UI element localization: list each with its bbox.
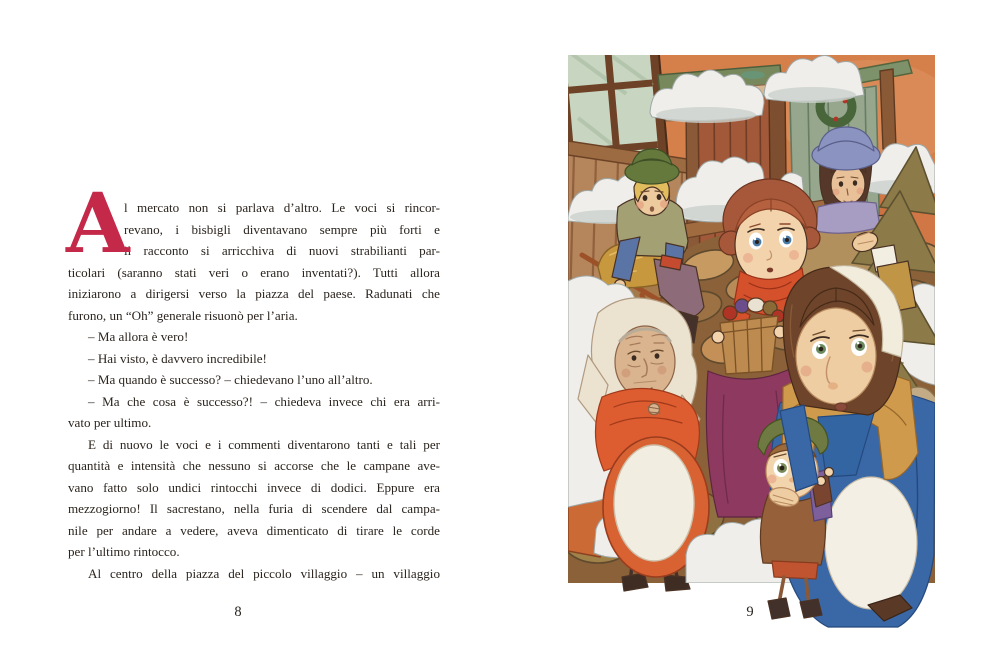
text-line: vato per ultimo. bbox=[68, 415, 152, 430]
text-line: per l’ultimo rintocco. bbox=[68, 544, 180, 559]
paragraph bbox=[66, 176, 440, 326]
drop-cap-letter: A bbox=[66, 176, 130, 272]
paragraph bbox=[68, 391, 440, 434]
text-line: il racconto si arricchiva di nuovi strabilianti par- bbox=[124, 243, 440, 258]
drop-cap bbox=[66, 176, 130, 272]
text-line: – Ma quando è successo? – chiedevano l’uno all’altro. bbox=[88, 372, 373, 387]
text-line: quantità e intensità che nessuno si accorse che le campane ave- bbox=[68, 458, 440, 473]
text-line: – Ma che cosa è successo?! – chiedeva invece chi era arri- bbox=[88, 393, 440, 409]
paragraph bbox=[68, 434, 440, 563]
paragraph bbox=[68, 326, 440, 348]
paragraph bbox=[68, 563, 440, 585]
text-line: – Hai visto, è davvero incredibile! bbox=[88, 350, 267, 366]
text-line: vano fatto solo undici rintocchi invece di dodici. Eppure era bbox=[68, 479, 440, 495]
page-number-left: 8 bbox=[234, 604, 242, 620]
text-line: mezzogiorno! Il sacrestano, nella furia di scendere dal campa- bbox=[68, 501, 440, 516]
text-line: Al centro della piazza del piccolo villaggio – un villaggio bbox=[88, 565, 440, 581]
text-line: ticolari (saranno stati veri o erano inventati?). Tutti allora bbox=[68, 264, 440, 280]
text-line: – Ma allora è vero! bbox=[88, 329, 189, 344]
text-line: l mercato non si parlava d’altro. Le voci si rincor- bbox=[124, 200, 440, 215]
paragraph bbox=[68, 369, 440, 391]
text-line: furono, un “Oh” generale risuonò per l’aria. bbox=[68, 307, 298, 323]
text-line: revano, i bisbigli diventavano sempre più forti e bbox=[124, 221, 440, 237]
text-line: nile per andare a vedere, aveva dimenticato di tirare le corde bbox=[68, 522, 440, 538]
text-column bbox=[66, 176, 440, 584]
text-line: E di nuovo le voci e i commenti diventarono tanti e tali per bbox=[88, 436, 440, 452]
illustration bbox=[568, 55, 935, 630]
text-line: iniziarono a dirigersi verso la piazza del paese. Radunati che bbox=[68, 286, 440, 301]
page-number-right: 9 bbox=[746, 604, 754, 620]
paragraph bbox=[68, 348, 440, 370]
